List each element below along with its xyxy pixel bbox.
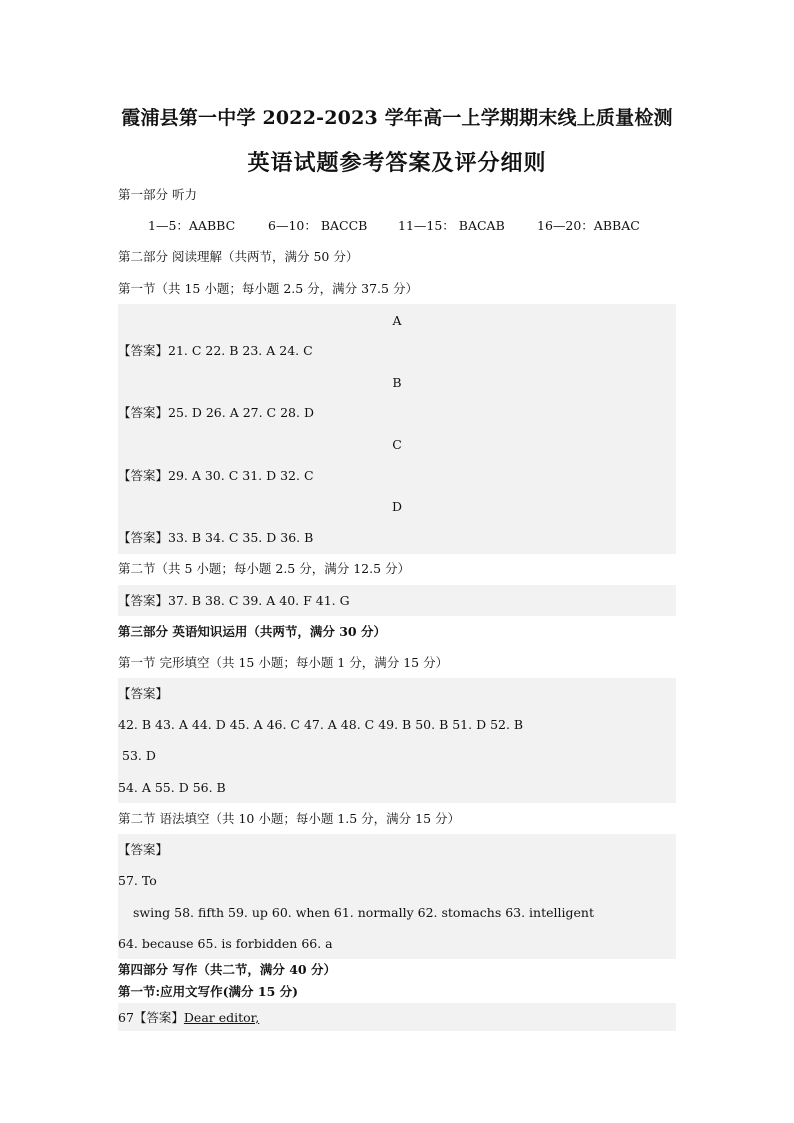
- q67-label: 67【答案】: [118, 1010, 184, 1025]
- seven-choose-five-answer: 【答案】37. B 38. C 39. A 40. F 41. G: [118, 593, 350, 608]
- grammar-answer-label: 【答案】: [118, 842, 169, 857]
- passage-letter-d: D: [391, 499, 403, 514]
- part2-section1-heading: 第一节（共 15 小题；每小题 2.5 分，满分 37.5 分）: [118, 281, 418, 296]
- part4-heading: 第四部分 写作（共二节，满分 40 分）: [118, 962, 336, 977]
- document-title: 霞浦县第一中学 2022-2023 学年高一上学期期末线上质量检测: [121, 107, 673, 129]
- part2-section2-heading: 第二节（共 5 小题；每小题 2.5 分，满分 12.5 分）: [118, 561, 411, 576]
- passage-a-answer: 【答案】21. C 22. B 23. A 24. C: [118, 343, 313, 358]
- grammar-fill-heading: 第二节 语法填空（共 10 小题；每小题 1.5 分，满分 15 分）: [118, 811, 461, 826]
- passage-b-answer: 【答案】25. D 26. A 27. C 28. D: [118, 405, 314, 420]
- listening-answer-3: 11—15： BACAB: [398, 218, 505, 233]
- listening-answer-4: 16—20：ABBAC: [537, 218, 640, 233]
- cloze-answers-line1: 42. B 43. A 44. D 45. A 46. C 47. A 48. C 49. B 50. B 51. D 52. B: [118, 717, 524, 732]
- q67-salutation: Dear editor,: [183, 1010, 260, 1025]
- part1-heading: 第一部分 听力: [118, 187, 197, 202]
- q67-answer: [118, 1011, 259, 1025]
- passage-letter-a: A: [392, 313, 402, 328]
- passage-c-answer: 【答案】29. A 30. C 31. D 32. C: [118, 468, 314, 483]
- passage-d-answer: 【答案】33. B 34. C 35. D 36. B: [118, 530, 314, 545]
- writing-section1-heading: 第一节:应用文写作(满分 15 分): [118, 984, 299, 999]
- part3-heading: 第三部分 英语知识运用（共两节，满分 30 分）: [118, 624, 386, 639]
- passage-letter-c: C: [392, 437, 402, 452]
- grammar-answers-line3: 64. because 65. is forbidden 66. a: [118, 936, 333, 951]
- cloze-answer-label: 【答案】: [118, 686, 169, 701]
- reading-answers-panel: [118, 304, 676, 554]
- grammar-answers-line1: 57. To: [118, 873, 157, 888]
- grammar-answers-line2: swing 58. fifth 59. up 60. when 61. normally 62. stomachs 63. intelligent: [133, 905, 594, 920]
- passage-letter-b: B: [392, 375, 402, 390]
- document-subtitle: 英语试题参考答案及评分细则: [247, 150, 547, 176]
- cloze-heading: 第一节 完形填空（共 15 小题；每小题 1 分，满分 15 分）: [118, 655, 449, 670]
- cloze-answers-line3: 54. A 55. D 56. B: [118, 780, 226, 795]
- part2-heading: 第二部分 阅读理解（共两节，满分 50 分）: [118, 249, 359, 264]
- listening-answer-1: 1—5：AABBC: [148, 218, 236, 233]
- cloze-answers-line2: 53. D: [122, 748, 156, 763]
- listening-answer-2: 6—10： BACCB: [268, 218, 368, 233]
